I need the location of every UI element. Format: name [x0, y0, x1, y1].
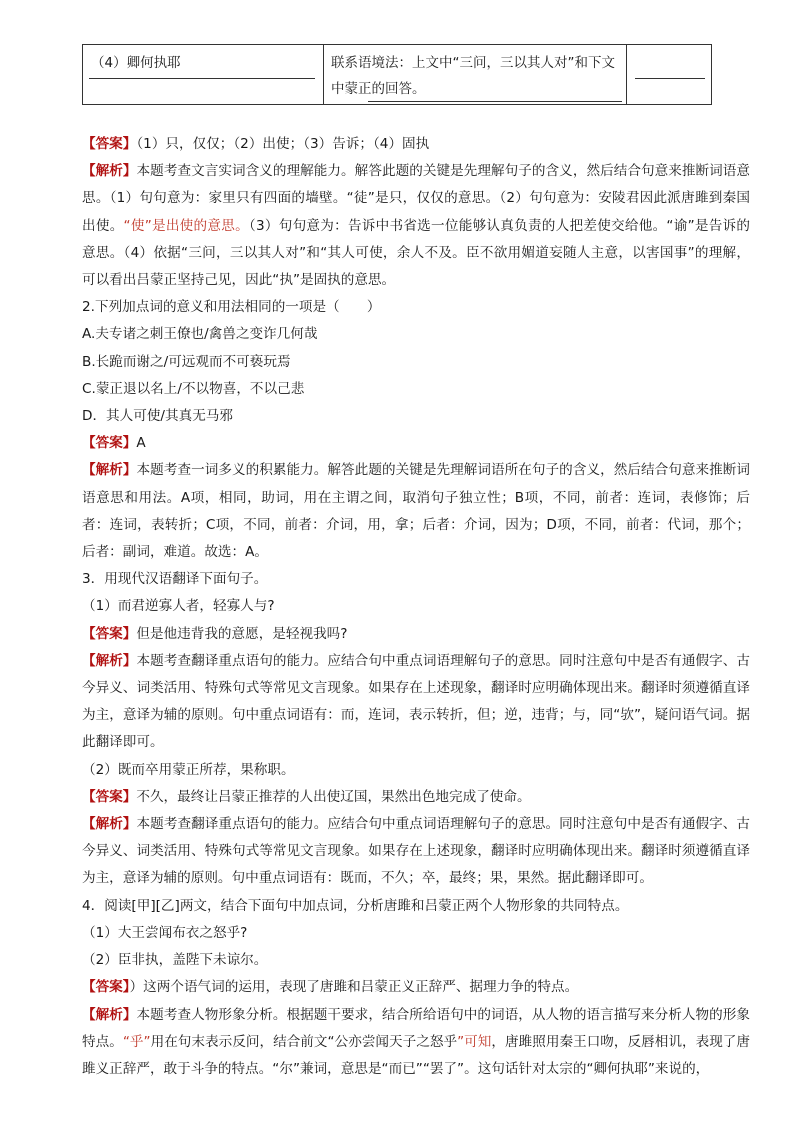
q2-answer: 【答案】A	[82, 435, 146, 452]
q3-sentence-1: （1）而君逆寡人者，轻寡人与?	[82, 598, 275, 615]
q4-analysis: 【解析】本题考查人物形象分析。根据题干要求，结合所给语句中的词语，从人物的语言描写来分析人物的形象特点。“乎”用在句末表示反问，结合前文“公亦尝闻天子之怒乎”可知，唐雎照用秦王口吻，反唇相讥，表现了唐雎义正辞严，敢于斗争的特点。“尔”兼词，意思是“而已”“罢了”。这句话针对太宗的“卿何执耶”来说的，	[82, 1006, 751, 1077]
q3-s2-answer: 【答案】不久，最终让吕蒙正推荐的人出使辽国，果然出色地完成了使命。	[82, 788, 531, 805]
q3-s2-analysis: 【解析】本题考查翻译重点语句的能力。应结合句中重点词语理解句子的意思。同时注意句中是否有通假字、古今异义、词类活用、特殊句式等常见文言现象。如果存在上述现象，翻译时应明确体现出来。翻译时须遵循直译为主，意译为辅的原则。句中重点词语有：既而，不久；卒，最终；果，果然。据此翻译即可。	[82, 816, 751, 887]
q2-analysis: 【解析】本题考查一词多义的积累能力。解答此题的关键是先理解词语所在句子的含义，然后结合句意来推断词语意思和用法。A项，相同，助词，用在主谓之间，取消句子独立性；B项，不同，前者：连词，表修饰；后者：连词，表转折；C项，不同，前者：介词，用，拿；后者：介词，因为；D项，不同，前者：代词，那个；后者：副词，难道。故选：A。	[82, 462, 751, 561]
answer-blank-line	[635, 78, 705, 79]
answer-tag: 【答案】	[82, 979, 130, 996]
answer-tag: 【答案】	[82, 788, 137, 805]
analysis-tag: 【解析】	[82, 652, 137, 669]
q3-question: 3．用现代汉语翻译下面句子。	[82, 571, 268, 588]
analysis-tag: 【解析】	[82, 462, 137, 479]
q4-sentence-1: （1）大王尝闻布衣之怒乎?	[82, 924, 248, 941]
table-question-text: （4）卿何执耶	[91, 55, 181, 71]
q1-analysis: 【解析】本题考查文言实词含义的理解能力。解答此题的关键是先理解句子的含义，然后结合句意来推断词语意思。（1）句句意为：家里只有四面的墙壁。“徒”是只，仅仅的意思。（2）句句意为：安陵君因此派唐雎到秦国出使。“使”是出使的意思。（3）句句意为：告诉中书省选一位能够认真负责的人把差使交给他。“谕”是告诉的意思。（4）依据“三问，三以其人对”和“其人可使，余人不及。臣不欲用媚道妄随人主意，以害国事”的理解，可以看出吕蒙正坚持己见，因此“执”是固执的意思。	[82, 163, 751, 289]
answer-tag: 【答案】	[82, 136, 137, 152]
table-cell-blank	[627, 45, 712, 105]
answer-tag: 【答案】	[82, 625, 137, 642]
highlighted-text: ”可知	[457, 1033, 492, 1050]
q1-answer: 【答案】（1）只，仅仅；（2）出使；（3）告诉；（4）固执	[82, 136, 430, 152]
analysis-tag: 【解析】	[82, 816, 137, 833]
highlighted-text: “使”是出使的意思。	[123, 217, 249, 234]
q2-option-b: B.长跪而谢之/可远观而不可亵玩焉	[82, 353, 291, 370]
document-body	[82, 131, 750, 1083]
q2-option-d: D．其人可使/其真无马邪	[82, 408, 233, 425]
table-cell-question	[83, 45, 324, 105]
analysis-tag: 【解析】	[82, 1006, 137, 1023]
q2-question: 2.下列加点词的意义和用法相同的一项是（ ）	[82, 299, 381, 316]
analysis-tag: 【解析】	[82, 163, 137, 180]
table-method-text: 联系语境法：上文中“三问，三以其人对”和下文中蒙正的回答。	[331, 55, 615, 97]
answer-table	[82, 44, 712, 105]
q4-question: 4．阅读[甲][乙]两文，结合下面句中加点词，分析唐雎和吕蒙正两个人物形象的共同特点。	[82, 897, 629, 914]
q3-s1-analysis: 【解析】本题考查翻译重点语句的能力。应结合句中重点词语理解句子的意思。同时注意句中是否有通假字、古今异义、词类活用、特殊句式等常见文言现象。如果存在上述现象，翻译时应明确体现出来。翻译时须遵循直译为主，意译为辅的原则。句中重点词语有：而，连词，表示转折，但；逆，违背；与，同“欤”，疑问语气词。据此翻译即可。	[82, 652, 751, 751]
q3-sentence-2: （2）既而卒用蒙正所荐，果称职。	[82, 761, 295, 778]
q3-s1-answer: 【答案】但是他违背我的意愿，是轻视我吗?	[82, 625, 348, 642]
highlighted-text: “乎”	[122, 1033, 151, 1050]
method-underline	[368, 101, 622, 102]
answer-blank-line	[89, 78, 315, 79]
answer-tag: 【答案】	[82, 435, 137, 452]
q4-sentence-2: （2）臣非执，盖陛下未谅尔。	[82, 952, 268, 969]
q2-option-c: C.蒙正退以名上/不以物喜，不以己悲	[82, 380, 305, 397]
table-row	[83, 45, 712, 105]
q4-answer: 【答案】）这两个语气词的运用，表现了唐雎和吕蒙正义正辞严、据理力争的特点。	[82, 979, 579, 996]
q2-option-a: A.夫专诸之刺王僚也/禽兽之变诈几何哉	[82, 326, 318, 343]
table-cell-method	[324, 45, 627, 105]
